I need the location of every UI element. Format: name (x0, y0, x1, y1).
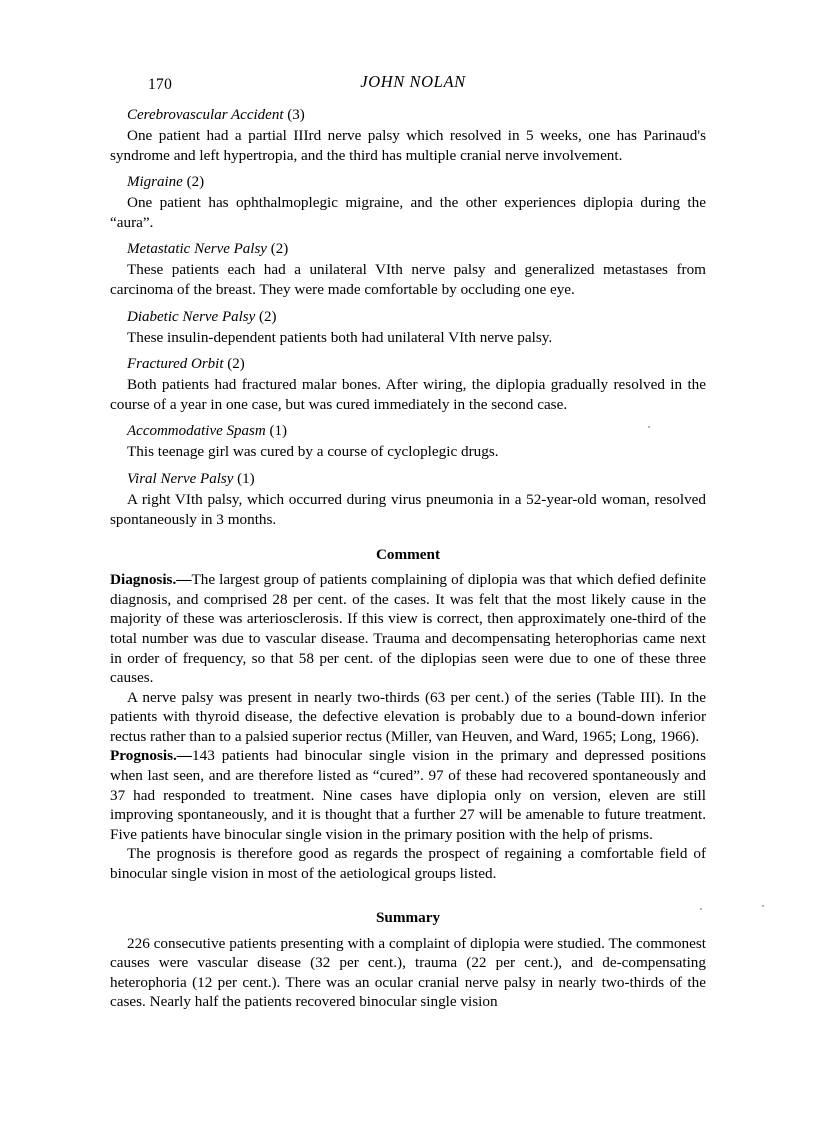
section-heading-accommodative-spasm (110, 423, 706, 440)
speck-mark (700, 908, 702, 910)
section-heading-count: (2) (270, 241, 289, 258)
section-heading-text: Metastatic Nerve Palsy (127, 241, 267, 258)
section-heading-cerebrovascular-accident (110, 107, 706, 124)
section-paragraph-viral-nerve-palsy: A right VIth palsy, which occurred during virus pneumonia in a 52-year-old woman, resolved spontaneously in 3 months. (110, 490, 706, 528)
diagnosis-text: The largest group of patients complaining of diplopia was that which defied definite diagnosis, and comprised 28 per cent. of the cases. It was felt that the most likely cause in the majority of these was arteriosclerosis. If this view is correct, then approximately one-third of the total number was due to vascular disease. Trauma and decompensating heterophorias came next in order of frequency, so that 58 per cent. of the diplopias seen were due to one of these three causes. (110, 571, 706, 687)
comment-title: Comment (375, 546, 441, 564)
section-paragraph-diabetic-nerve-palsy: These insulin-dependent patients both had unilateral VIth nerve palsy. (127, 328, 553, 346)
section-heading-text: Accommodative Spasm (127, 423, 266, 440)
section-heading-count: (2) (259, 308, 277, 325)
section-heading-text: Diabetic Nerve Palsy (127, 308, 256, 325)
section-heading-text: Cerebrovascular Accident (127, 107, 284, 123)
summary-paragraph: 226 consecutive patients presenting with a complaint of diplopia were studied. The commonest causes were vascular disease (32 per cent.), trauma (22 per cent.), and de-compensating heterophoria (12 per cent.). There was an ocular cranial nerve palsy in nearly two-thirds of the cases. Nearly half the patients recovered binocular single vision (110, 934, 706, 1011)
section-heading-count: (2) (186, 174, 205, 191)
section-heading-text: Viral Nerve Palsy (127, 470, 234, 487)
section-heading-count: (3) (287, 107, 305, 123)
section-heading-count: (1) (269, 423, 287, 440)
section-paragraph-fractured-orbit: Both patients had fractured malar bones. After wiring, the diplopia gradually resolved in the course of a year in one case, but was cured immediately in the second case. (110, 376, 706, 413)
running-head (110, 72, 706, 98)
speck-mark (648, 426, 650, 428)
page-number: 170 (148, 76, 173, 93)
comment-prognosis-paragraph (110, 746, 706, 844)
prognosis-text: 143 patients had binocular single vision in the primary and depressed positions when last seen, and are therefore listed as “cured”. 97 of these had recovered spontaneously and 37 had responded to treatment. Nine cases have diplopia only on version, eleven are still improving spontaneously, and it is thought that a further 27 will be amenable to future treatment. Five patients have binocular single vision in the primary position with the help of prisms. (110, 747, 706, 843)
section-heading-migraine (110, 174, 706, 191)
comment-diagnosis-paragraph-2: A nerve palsy was present in nearly two-thirds (63 per cent.) of the series (Table III). In the patients with thyroid disease, the defective elevation is probably due to a bound-down inferior rectus rather than to a palsied superior rectus (Miller, van Heuven, and Ward, 1965; Long, 1966). (110, 688, 706, 745)
section-paragraph-metastatic-nerve-palsy: These patients each had a unilateral VIth nerve palsy and generalized metastases from carcinoma of the breast. They were made comfortable by occluding one eye. (110, 261, 706, 298)
running-title: JOHN NOLAN (360, 72, 466, 91)
section-heading-count: (2) (227, 356, 245, 373)
section-paragraph-accommodative-spasm: This teenage girl was cured by a course of cycloplegic drugs. (127, 443, 499, 461)
section-heading-metastatic-nerve-palsy (110, 241, 706, 258)
section-paragraph-cerebrovascular-accident: One patient had a partial IIIrd nerve palsy which resolved in 5 weeks, one has Parinaud's syndrome and left hypertropia, and the third has multiple cranial nerve involvement. (110, 127, 706, 164)
section-heading-count: (1) (237, 470, 255, 487)
section-paragraph-migraine: One patient has ophthalmoplegic migraine, and the other experiences diplopia during the “aura”. (110, 194, 706, 231)
summary-title: Summary (375, 908, 441, 926)
diagnosis-label: Diagnosis.— (110, 571, 192, 589)
speck-mark (762, 905, 764, 907)
prognosis-label: Prognosis.— (110, 747, 192, 765)
section-heading-text: Fractured Orbit (127, 356, 224, 373)
comment-prognosis-paragraph-2: The prognosis is therefore good as regards the prospect of regaining a comfortable field of binocular single vision in most of the aetiological groups listed. (110, 845, 706, 883)
section-heading-text: Migraine (127, 174, 183, 191)
comment-diagnosis-paragraph (110, 570, 706, 688)
section-heading-diabetic-nerve-palsy (110, 309, 706, 326)
section-heading-fractured-orbit (110, 356, 706, 373)
section-heading-viral-nerve-palsy (110, 471, 706, 488)
